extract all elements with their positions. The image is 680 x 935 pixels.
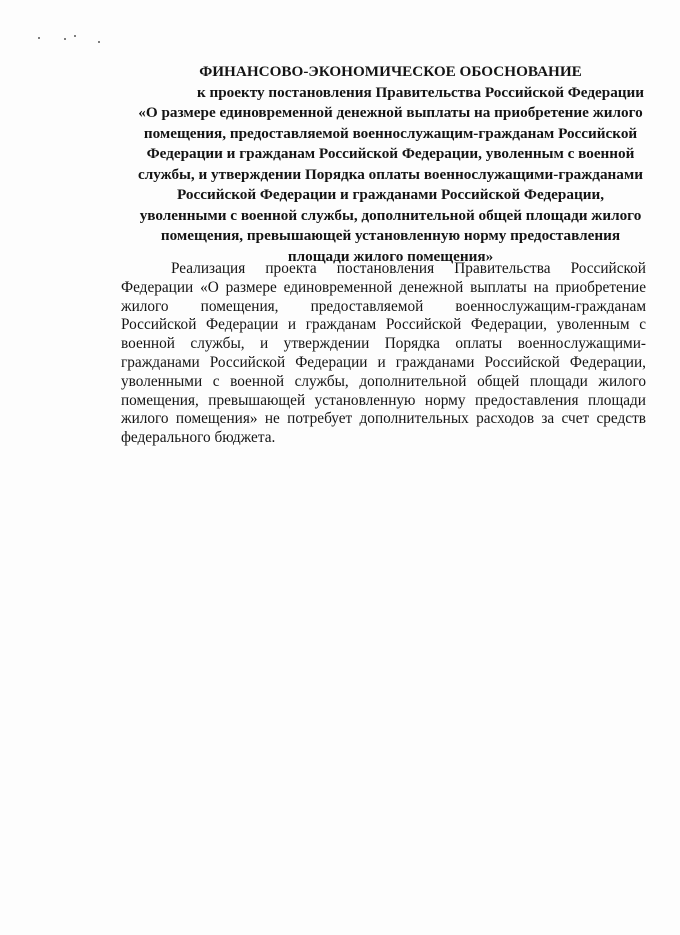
body-line: жилого помещения, предоставляемой военнослужащим-гражданам: [121, 297, 646, 315]
body-line: военной службы, и утверждении Порядка оплаты военнослужащими-: [121, 335, 646, 353]
body-line: федерального бюджета.: [121, 429, 276, 447]
body-line: Федерации «О размере единовременной денежной выплаты на приобретение: [121, 278, 646, 296]
body-line: помещения, превышающей установленную норму предоставления площади: [121, 391, 646, 409]
document-title: [118, 62, 663, 267]
title-line: Федерации и гражданам Российской Федерации, уволенным с военной: [146, 145, 635, 162]
scan-specks: [38, 34, 108, 46]
speck: [74, 35, 76, 37]
body-line: Российской Федерации и гражданам Российской Федерации, уволенным с: [121, 316, 646, 334]
body-line: уволенными с военной службы, дополнительной общей площади жилого: [121, 372, 646, 390]
title-line: помещения, предоставляемой военнослужащим-гражданам Российской: [143, 124, 638, 142]
speck: [64, 38, 66, 40]
speck: [38, 37, 40, 39]
title-line: помещения, превышающей установленную норму предоставления: [160, 227, 621, 244]
title-line: Российской Федерации и гражданами Российской Федерации,: [176, 186, 605, 203]
body-paragraph: [121, 260, 646, 448]
speck: [98, 41, 100, 43]
title-line: к проекту постановления Правительства Российской Федерации: [196, 83, 645, 101]
body-line: Реализация проекта постановления Правительства Российской: [171, 260, 646, 277]
title-heading: ФИНАНСОВО-ЭКОНОМИЧЕСКОЕ ОБОСНОВАНИЕ: [199, 63, 582, 80]
title-line: службы, и утверждении Порядка оплаты военнослужащими-гражданами: [137, 165, 643, 183]
title-line: площади жилого помещения»: [287, 247, 494, 265]
title-line: «О размере единовременной денежной выплаты на приобретение жилого: [138, 104, 643, 121]
title-line: уволенными с военной службы, дополнительной общей площади жилого: [139, 206, 642, 224]
body-line: гражданами Российской Федерации и гражданами Российской Федерации,: [121, 353, 646, 371]
body-line: жилого помещения» не потребует дополнительных расходов за счет средств: [121, 410, 646, 428]
